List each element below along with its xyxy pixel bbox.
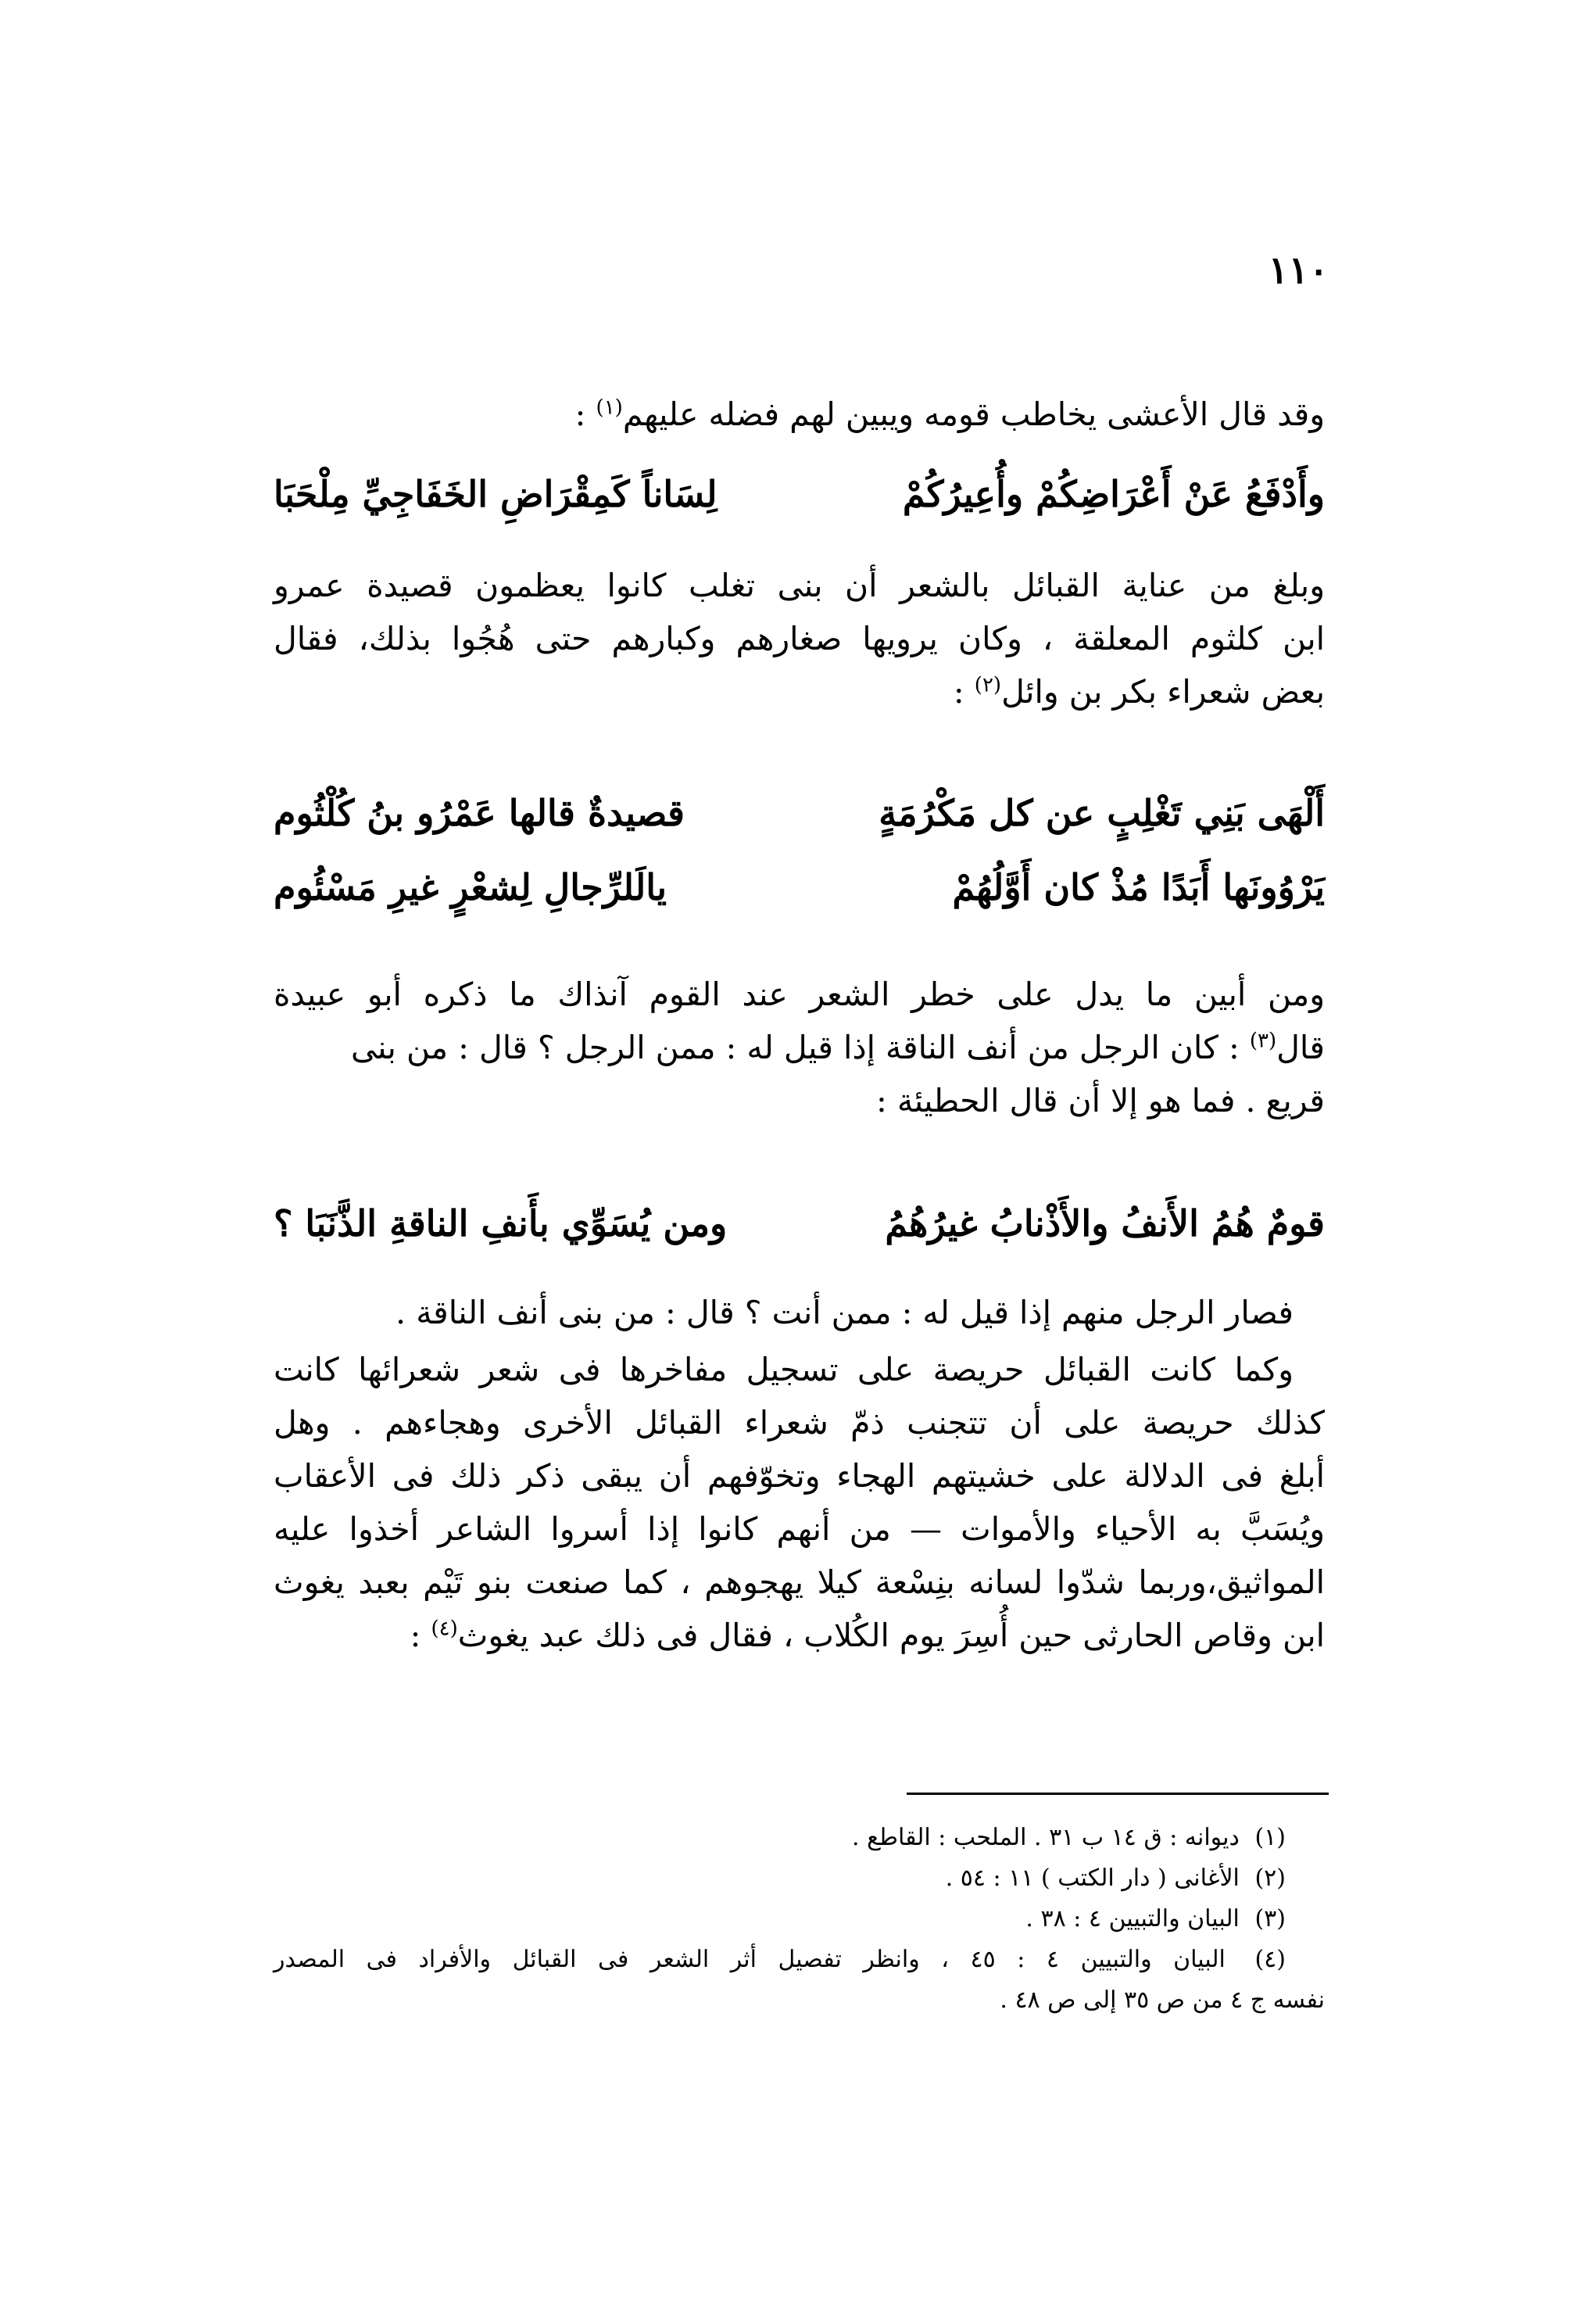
footnote-3 [274, 1899, 1325, 1939]
intro-text: وقد قال الأعشى يخاطب قومه ويبين لهم فضله عليهم [622, 396, 1325, 433]
footnote-4-number: (٤) [1254, 1946, 1286, 1973]
paragraph-2-line-2-lead: قال [1276, 1029, 1325, 1066]
page-number: ١١٠ [1268, 249, 1329, 292]
footnote-2-number: (٢) [1254, 1864, 1286, 1892]
paragraph-1 [274, 559, 1325, 718]
verse-2-line-1-second-hemistich: قصيدةٌ قالها عَمْرُو بنُ كُلْثُوم [274, 792, 685, 834]
paragraph-3 [274, 1286, 1325, 1339]
footnote-ref-1: (١) [596, 396, 623, 420]
paragraph-1-colon: : [953, 673, 964, 711]
paragraph-4-colon: : [410, 1617, 421, 1654]
footnote-1 [274, 1818, 1325, 1858]
footnote-ref-4: (٤) [431, 1617, 458, 1641]
paragraph-2-line-2-rest: : كان الرجل من أنف الناقة إذا قيل له : ممن الرجل ؟ قال : من بنى [350, 1029, 1240, 1066]
paragraph-4 [274, 1343, 1325, 1662]
paragraph-4-line-2: كذلك حريصة على أن تتجنب ذمّ شعراء القبائل الأخرى وهجاءهم . وهل [274, 1404, 1325, 1442]
paragraph-2-line-3: قريع . فما هو إلا أن قال الحطيئة : [875, 1082, 1325, 1119]
paragraph-1-line-3 [274, 665, 1325, 718]
paragraph-4-line-4: ويُسَبَّ به الأحياء والأموات — من أنهم كانوا إذا أسروا الشاعر أخذوا عليه [274, 1510, 1325, 1548]
footnote-4-text: البيان والتبيين ٤ : ٤٥ ، وانظر تفصيل أثر الشعر فى القبائل والأفراد فى المصدر [274, 1946, 1226, 1973]
footnote-4-continuation-text: نفسه ج ٤ من ص ٣٥ إلى ص ٤٨ . [1000, 1986, 1325, 2014]
footnote-ref-2: (٢) [974, 673, 1002, 697]
verse-1-second-hemistich: لِسَاناً كَمِقْرَاضِ الخَفَاجِيِّ مِلْحَبَا [274, 473, 717, 515]
footnote-divider [907, 1793, 1329, 1795]
verse-1 [274, 463, 1325, 525]
paragraph-1-line-2: ابن كلثوم المعلقة ، وكان يرويها صغارهم وكبارهم حتى هُجُوا بذلك، فقال [274, 620, 1325, 657]
verse-2-line-1 [274, 782, 1325, 844]
paragraph-4-line-1: وكما كانت القبائل حريصة على تسجيل مفاخرها فى شعر شعرائها كانت [274, 1351, 1294, 1388]
intro-colon: : [574, 396, 586, 433]
footnote-1-text: ديوانه : ق ١٤ ب ٣١ . الملحب : القاطع . [852, 1824, 1240, 1851]
verse-3 [274, 1192, 1325, 1255]
paragraph-1-line-1: وبلغ من عناية القبائل بالشعر أن بنى تغلب كانوا يعظمون قصيدة عمرو [274, 567, 1325, 604]
verse-3-first-hemistich: قومٌ هُمُ الأَنفُ والأَذْنابُ غيرُهُمُ [885, 1202, 1325, 1245]
paragraph-2 [274, 968, 1325, 1127]
paragraph-4-line-6 [274, 1609, 1325, 1662]
paragraph-4-line-3: أبلغ فى الدلالة على خشيتهم الهجاء وتخوّفهم أن يبقى ذكر ذلك فى الأعقاب [274, 1457, 1325, 1495]
verse-2-line-1-first-hemistich: أَلْهَى بَنِي تَغْلِبٍ عن كل مَكْرُمَةٍ [879, 792, 1325, 834]
paragraph-2-line-1: ومن أبين ما يدل على خطر الشعر عند القوم آنذاك ما ذكره أبو عبيدة [274, 976, 1325, 1013]
footnote-2 [274, 1858, 1325, 1899]
verse-2-line-2-second-hemistich: يالَلرِّجالِ لِشعْرٍ غيرِ مَسْئُوم [274, 866, 667, 908]
verse-1-first-hemistich: وأَدْفَعُ عَنْ أَعْرَاضِكُمْ وأُعِيرُكُمْ [902, 473, 1325, 515]
footnote-4 [274, 1939, 1325, 1980]
paragraph-4-line-5: المواثيق،وربما شدّوا لسانه بنِسْعة كيلا يهجوهم ، كما صنعت بنو تَيْم بعبد يغوث [274, 1563, 1325, 1601]
verse-2-line-2-first-hemistich: يَرْوُونَها أَبَدًا مُذْ كان أَوَّلُهُمْ [952, 866, 1325, 908]
paragraph-2-line-2 [274, 1021, 1325, 1074]
footnote-3-number: (٣) [1254, 1905, 1286, 1932]
intro-line [274, 387, 1325, 442]
verse-3-second-hemistich: ومن يُسَوِّي بأَنفِ الناقةِ الذَّنَبَا ؟ [274, 1202, 728, 1245]
paragraph-3-line-1: فصار الرجل منهم إذا قيل له : ممن أنت ؟ قال : من بنى أنف الناقة . [395, 1294, 1294, 1331]
footnote-2-text: الأغانى ( دار الكتب ) ١١ : ٥٤ . [945, 1864, 1240, 1892]
footnote-ref-3: (٣) [1249, 1029, 1277, 1053]
footnote-4-continuation [274, 1980, 1325, 2021]
paragraph-4-last-text: ابن وقاص الحارثى حين أُسِرَ يوم الكُلاب ، فقال فى ذلك عبد يغوث [457, 1617, 1325, 1654]
footnote-3-text: البيان والتبيين ٤ : ٣٨ . [1025, 1905, 1240, 1932]
verse-2-line-2 [274, 856, 1325, 919]
footnote-1-number: (١) [1254, 1824, 1286, 1851]
paragraph-1-last-text: بعض شعراء بكر بن وائل [1001, 673, 1325, 711]
